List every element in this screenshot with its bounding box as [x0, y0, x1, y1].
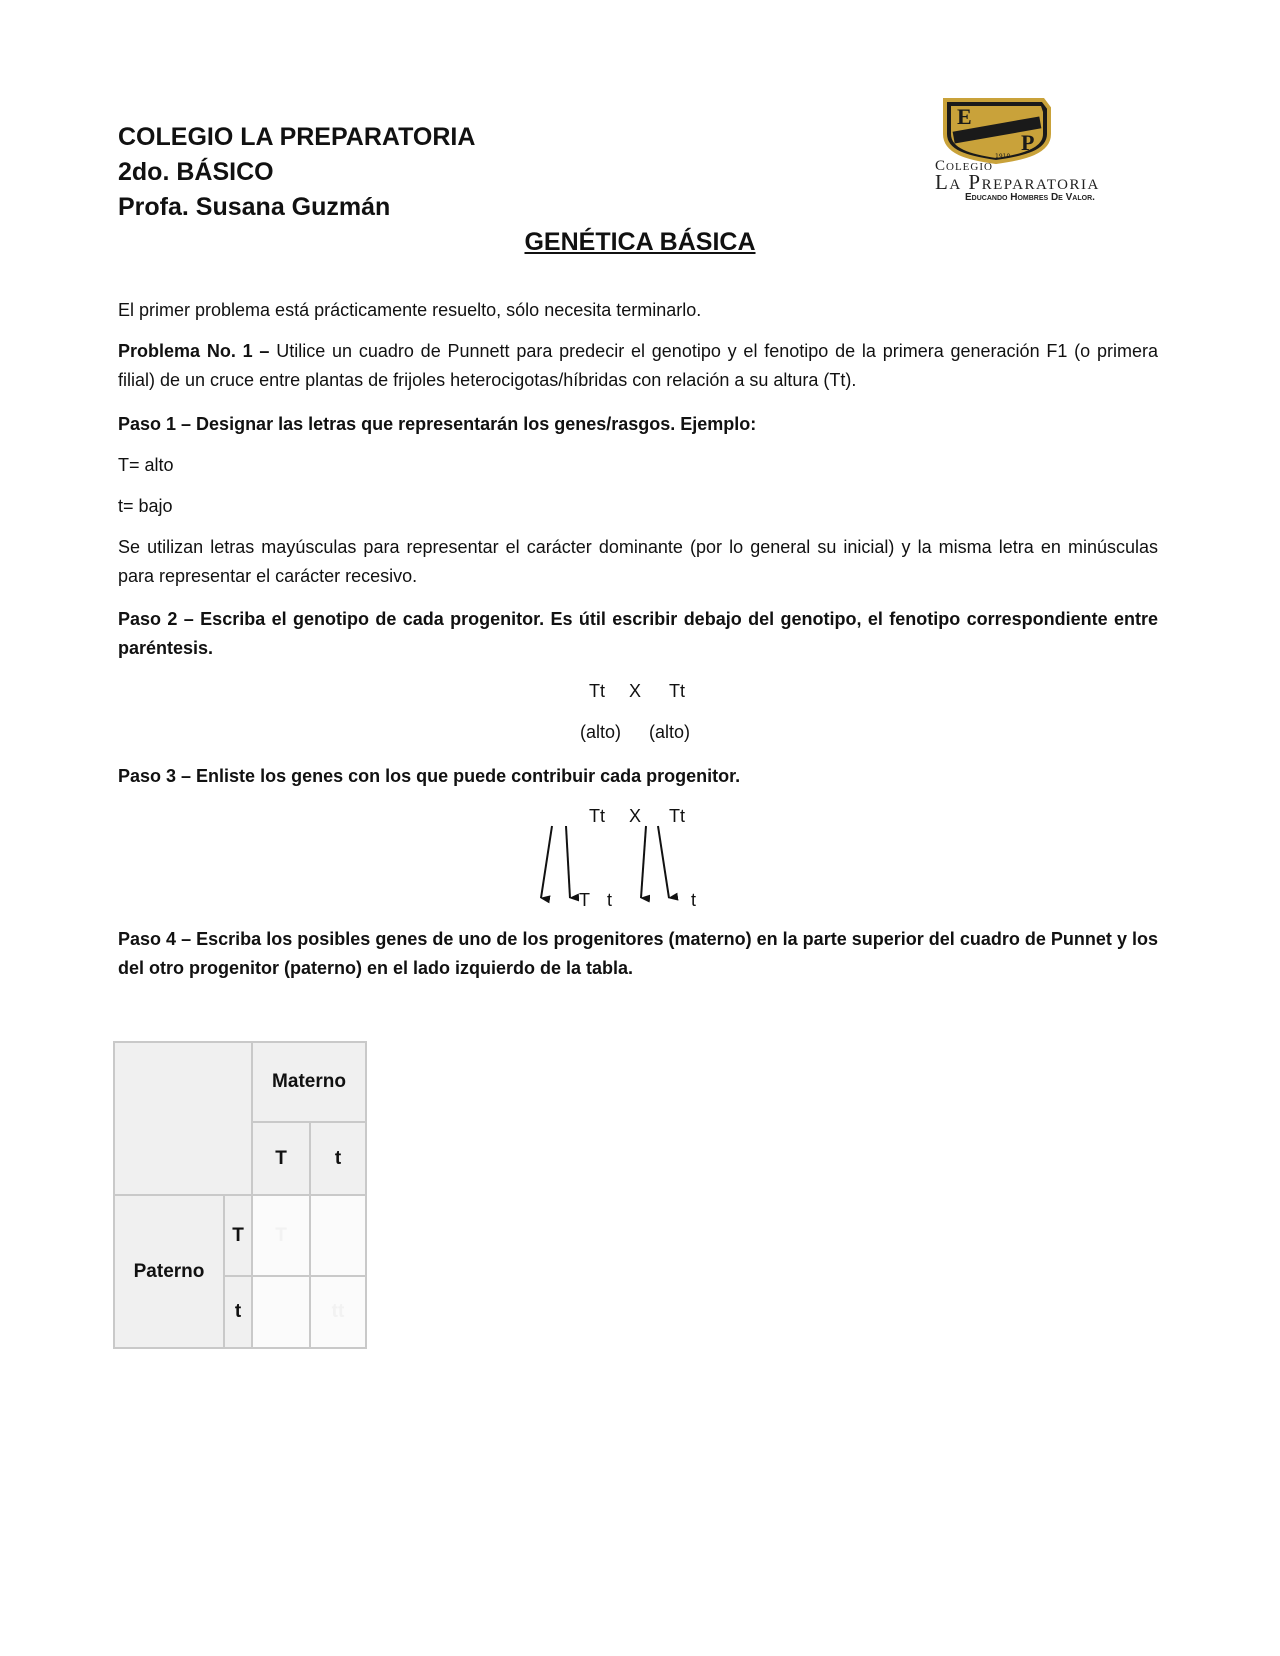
punnett-square	[113, 1041, 367, 1349]
grade: 2do. BÁSICO	[118, 158, 274, 186]
materno-header: Materno	[252, 1042, 366, 1122]
punnett-cell-tt-4[interactable]: tt	[310, 1276, 366, 1348]
teacher-name: Profa. Susana Guzmán	[118, 193, 391, 221]
paterno-gene-1: T	[224, 1195, 252, 1276]
logo-motto: Educando Hombres De Valor.	[965, 192, 1095, 203]
intro-text: El primer problema está prácticamente resuelto, sólo necesita terminarlo.	[118, 300, 702, 320]
problem-1	[118, 337, 1158, 395]
step-1-heading: Paso 1 – Designar las letras que representarán los genes/rasgos. Ejemplo:	[118, 414, 757, 434]
header	[118, 120, 475, 225]
school-name: COLEGIO LA PREPARATORIA	[118, 123, 476, 151]
punnett-cell-tt-2[interactable]	[310, 1195, 366, 1276]
punnett-corner	[114, 1042, 252, 1195]
svg-text:1910: 1910	[995, 153, 1011, 160]
problem-1-label: Problema No. 1 –	[118, 341, 270, 361]
logo-line1: Colegio	[935, 158, 993, 174]
step-1-explanation: Se utilizan letras mayúsculas para representar el carácter dominante (por lo general su inicial) y la misma letra en minúsculas para representar el carácter recesivo.	[118, 537, 1158, 586]
materno-gene-1: T	[252, 1122, 310, 1195]
logo-line2: La Preparatoria	[935, 170, 1100, 194]
arrow-2	[566, 826, 570, 898]
arrow-3	[641, 826, 646, 898]
step-3-gene-2: t	[607, 890, 613, 910]
svg-text:E: E	[957, 104, 972, 129]
problem-1-text: Utilice un cuadro de Punnett para predecir el genotipo y el fenotipo de la primera generación F1 (o primera filial) de un cruce entre plantas de frijoles heterocigotas/híbridas con relación a su altura (Tt).	[118, 341, 1158, 390]
step-2-heading: Paso 2 – Escriba el genotipo de cada progenitor. Es útil escribir debajo del genotipo, el fenotipo correspondiente entre paréntesis.	[118, 609, 1158, 658]
paterno-gene-2: t	[224, 1276, 252, 1348]
punnett-cell-tt-3[interactable]	[252, 1276, 310, 1348]
punnett-cell-tt-1[interactable]: T	[252, 1195, 310, 1276]
step-3-parent-2: Tt	[669, 806, 685, 826]
step-3-parent-1: Tt	[589, 806, 605, 826]
paterno-header: Paterno	[114, 1195, 224, 1348]
step-3-gene-4: t	[691, 890, 697, 910]
step-3-heading: Paso 3 – Enliste los genes con los que puede contribuir cada progenitor.	[118, 766, 741, 786]
svg-text:P: P	[1021, 130, 1035, 155]
arrow-1	[541, 826, 552, 898]
step-2-phenotype-1: (alto)	[580, 722, 622, 742]
school-logo	[925, 88, 1135, 212]
page-title: GENÉTICA BÁSICA	[524, 228, 756, 256]
step-1-line-a: T= alto	[118, 455, 174, 475]
step-4-heading: Paso 4 – Escriba los posibles genes de uno de los progenitores (materno) en la parte superior del cuadro de Punnet y los del otro progenitor (paterno) en el lado izquierdo de la tabla.	[118, 929, 1158, 978]
step-2-parent-2: Tt	[669, 681, 685, 701]
step-2-cross: X	[629, 681, 642, 701]
step-2-parent-1: Tt	[589, 681, 605, 701]
step-3-gene-1: T	[579, 890, 590, 910]
step-1-line-b: t= bajo	[118, 496, 173, 516]
materno-gene-2: t	[310, 1122, 366, 1195]
arrow-4	[658, 826, 669, 898]
step-2-phenotype-2: (alto)	[649, 722, 691, 742]
step-3-cross: X	[629, 806, 642, 826]
